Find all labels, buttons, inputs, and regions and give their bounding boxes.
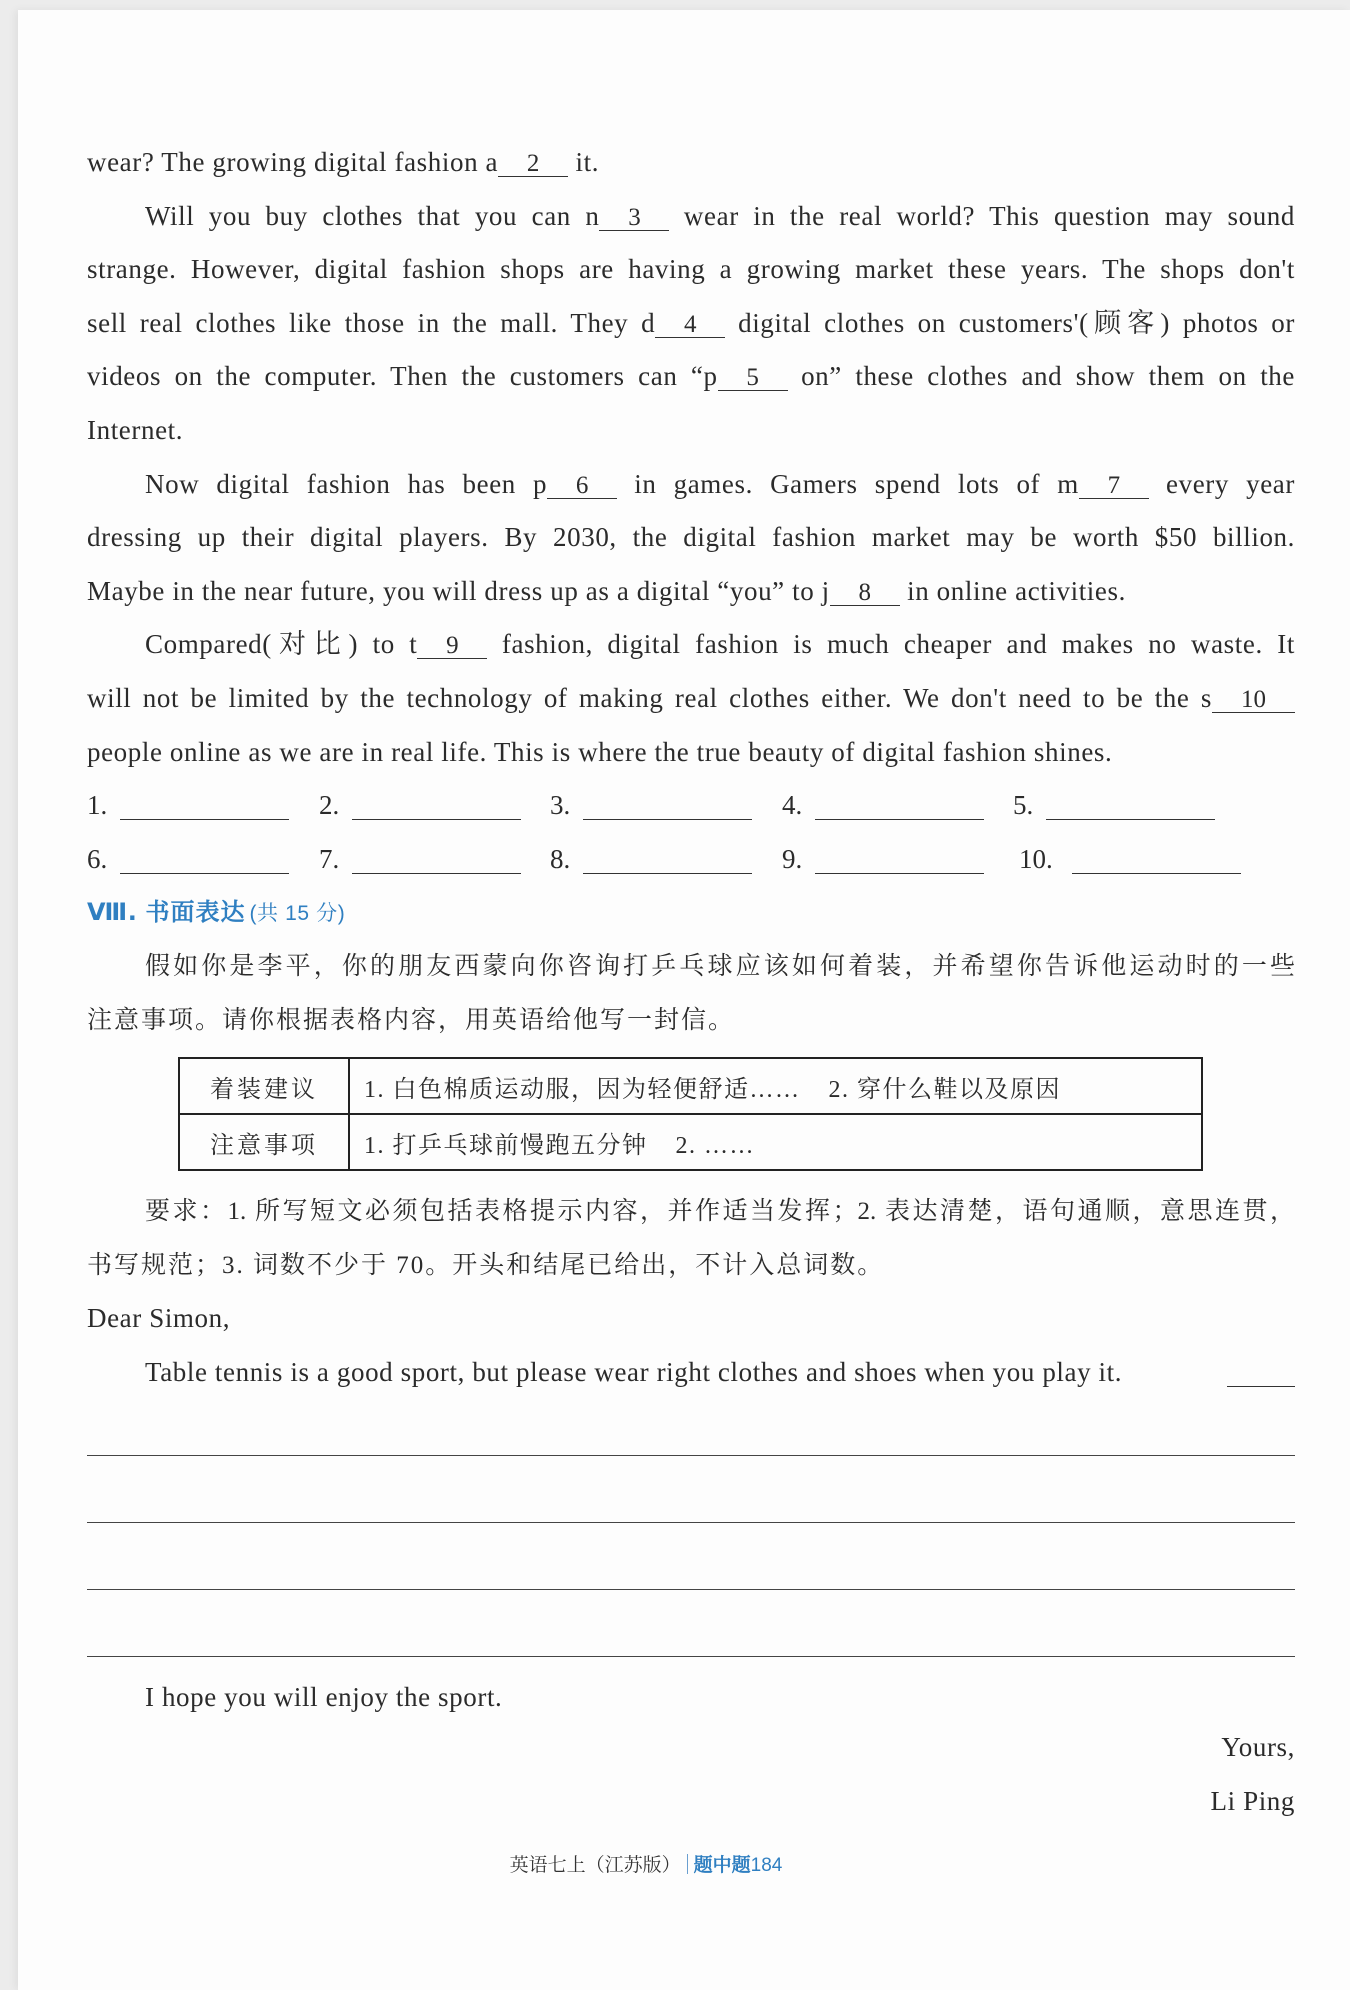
reading-passage [87, 136, 1295, 1047]
writing-blank [1227, 1386, 1295, 1387]
passage-line [87, 565, 1295, 619]
table-row [179, 1114, 1202, 1170]
passage-line [87, 297, 1295, 351]
passage-text: will not be limited by the technology of making real clothes either. We don't need to be the s [87, 682, 1212, 713]
passage-line [87, 726, 1295, 780]
table-row-header: 注意事项 [179, 1114, 349, 1170]
answer-line [352, 873, 521, 874]
letter-salutation [87, 1292, 1295, 1346]
passage-text: in games. Gamers spend lots of m [617, 468, 1079, 499]
answer-label: 6. [87, 843, 108, 874]
answer-item-4 [782, 779, 984, 833]
answer-blank-7: 7 [1079, 473, 1149, 499]
section-numeral: Ⅷ. [87, 898, 138, 927]
table-row-header: 着装建议 [179, 1058, 349, 1114]
answer-line [1046, 819, 1215, 820]
passage-text: Compared(对比) to t [145, 629, 418, 660]
section-title: 书面表达 [145, 899, 246, 927]
page-footer [0, 1852, 1292, 1880]
writing-line [87, 1656, 1295, 1657]
table-cell [349, 1114, 1202, 1170]
answer-label: 10. [1019, 843, 1053, 874]
writing-line [87, 1589, 1295, 1590]
passage-text: Internet. [87, 414, 184, 445]
passage-line [87, 243, 1295, 297]
passage-text: wear in the real world? This question may sound [669, 200, 1295, 231]
table-item: 2. …… [675, 1132, 755, 1159]
passage-text: sell real clothes like those in the mall. They d [87, 307, 656, 338]
passage-text: digital clothes on customers'(顾客) photos or [725, 307, 1295, 338]
footer-separator [687, 1854, 688, 1874]
answer-blank-10: 10 [1212, 687, 1295, 713]
table-row [179, 1058, 1202, 1114]
passage-text: it. [568, 147, 600, 177]
passage-text: fashion, digital fashion is much cheaper and makes no waste. It [487, 629, 1295, 660]
passage-text: Will you buy clothes that you can n [145, 200, 600, 231]
prompt-text: 假如你是李平，你的朋友西蒙向你咨询打乒乓球应该如何着装，并希望你告诉他运动时的一些 [145, 952, 1295, 980]
table-item: 1. 白色棉质运动服，因为轻便舒适…… [364, 1076, 801, 1103]
answer-item-1 [87, 779, 289, 833]
answer-item-6 [87, 833, 289, 887]
answer-line [120, 873, 289, 874]
answer-item-5 [1013, 779, 1215, 833]
writing-task [87, 1185, 1295, 1399]
passage-text: Now digital fashion has been p [145, 468, 548, 499]
writing-line [87, 1522, 1295, 1523]
passage-text: every year [1148, 468, 1295, 499]
guidance-table [178, 1057, 1203, 1171]
passage-line [87, 404, 1295, 458]
answer-line [352, 819, 521, 820]
footer-book-title: 英语七上（江苏版） [509, 1855, 681, 1876]
answer-item-2 [319, 779, 521, 833]
prompt-line [87, 940, 1295, 994]
answer-blank-6: 6 [547, 473, 617, 499]
writing-line [87, 1455, 1295, 1456]
answer-item-8 [550, 833, 752, 887]
answer-line [815, 873, 984, 874]
answer-item-7 [319, 833, 521, 887]
passage-text: in online activities. [899, 575, 1126, 606]
table-cell [349, 1058, 1202, 1114]
letter-signoff: Yours, [1221, 1732, 1295, 1762]
passage-text: people online as we are in real life. This is where the true beauty of digital fashion shines. [87, 736, 1113, 767]
passage-text: Maybe in the near future, you will dress up as a digital “you” to j [87, 575, 830, 606]
prompt-text: 注意事项。请你根据表格内容，用英语给他写一封信。 [87, 1006, 736, 1034]
answer-blank-3: 3 [599, 205, 669, 231]
passage-line [87, 672, 1295, 726]
passage-text: dressing up their digital players. By 2030, the digital fashion market may be worth $50 billion. [87, 522, 1295, 553]
requirement-line [87, 1239, 1295, 1293]
answer-blank-9: 9 [417, 633, 487, 659]
answer-line [583, 819, 752, 820]
answer-label: 1. [87, 790, 108, 821]
passage-line [87, 190, 1295, 244]
letter-closing: I hope you will enjoy the sport. [145, 1682, 503, 1712]
answer-row [87, 833, 1295, 887]
letter-signature: Li Ping [1210, 1786, 1295, 1816]
passage-line [87, 458, 1295, 512]
letter-opening-line [87, 1346, 1295, 1400]
answer-item-3 [550, 779, 752, 833]
section-heading [87, 886, 1295, 940]
passage-line [87, 511, 1295, 565]
passage-text: strange. However, digital fashion shops are having a growing market these years. The shops don't [87, 254, 1295, 285]
answer-label: 4. [782, 790, 803, 821]
answer-label: 2. [319, 790, 340, 821]
answer-blank-8: 8 [830, 580, 900, 606]
page-number: 184 [750, 1855, 783, 1876]
table-item: 2. 穿什么鞋以及原因 [828, 1076, 1061, 1103]
letter-opening: Table tennis is a good sport, but please wear right clothes and shoes when you play it. [145, 1356, 1123, 1387]
answer-line [120, 819, 289, 820]
answer-label: 7. [319, 843, 340, 874]
requirement-text: 书写规范；3. 词数不少于 70。开头和结尾已给出，不计入总词数。 [87, 1251, 885, 1279]
table-item: 1. 打乒乓球前慢跑五分钟 [364, 1132, 648, 1159]
footer-series: 题中题 [693, 1855, 751, 1876]
answer-item-10 [1019, 833, 1241, 887]
answer-line [815, 819, 984, 820]
answer-item-9 [782, 833, 984, 887]
passage-text: videos on the computer. Then the customers can “p [87, 361, 718, 392]
answer-label: 9. [782, 843, 803, 874]
prompt-line [87, 994, 1295, 1048]
answer-blank-4: 4 [655, 312, 725, 338]
answer-blank-2: 2 [498, 151, 568, 177]
requirement-text: 要求：1. 所写短文必须包括表格提示内容，并作适当发挥；2. 表达清楚，语句通顺，意思连贯， [145, 1198, 1295, 1225]
answer-label: 3. [550, 790, 571, 821]
answer-label: 5. [1013, 790, 1034, 821]
passage-line [87, 618, 1295, 672]
salutation-text: Dear Simon, [87, 1303, 231, 1334]
passage-text: on” these clothes and show them on the [787, 361, 1295, 392]
requirement-line [87, 1185, 1295, 1239]
passage-line [87, 350, 1295, 404]
answer-blank-5: 5 [718, 365, 788, 391]
section-score: (共 15 分) [249, 902, 346, 926]
passage-text: wear? The growing digital fashion a [87, 147, 499, 177]
answer-label: 8. [550, 843, 571, 874]
answer-line [583, 873, 752, 874]
answer-row [87, 779, 1295, 833]
passage-line [87, 136, 1295, 190]
answer-line [1072, 873, 1241, 874]
